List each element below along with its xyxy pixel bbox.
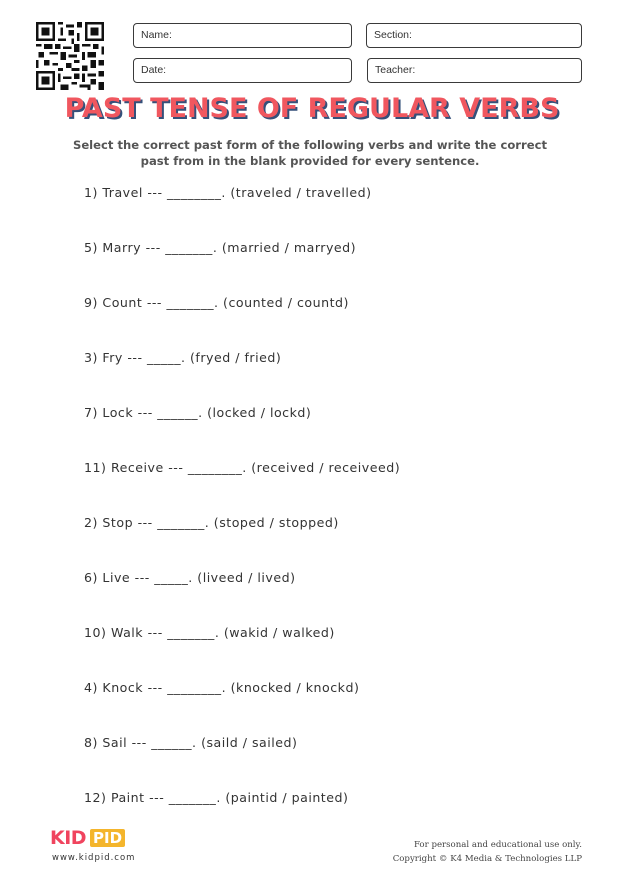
question-item: 7) Lock --- ______. (locked / lockd)	[84, 405, 312, 420]
question-item: 5) Marry --- _______. (married / marryed)	[84, 240, 357, 255]
logo-kid: KID	[50, 827, 87, 849]
question-item: 9) Count --- _______. (counted / countd)	[84, 295, 349, 310]
copyright	[393, 838, 582, 866]
kidpid-logo	[50, 826, 132, 850]
name-field[interactable]	[133, 23, 352, 48]
page-title: PAST TENSE OF REGULAR VERBS	[64, 93, 560, 124]
copyright-line-2: Copyright © K4 Media & Technologies LLP	[392, 854, 582, 864]
question-item: 10) Walk --- _______. (wakid / walked)	[84, 625, 335, 640]
question-item: 1) Travel --- ________. (traveled / travelled)	[84, 185, 372, 200]
teacher-field[interactable]	[367, 58, 582, 83]
website-url: www.kidpid.com	[52, 853, 136, 863]
date-field[interactable]	[133, 58, 352, 83]
section-label: Section:	[374, 29, 412, 41]
teacher-label: Teacher:	[375, 64, 416, 76]
section-field[interactable]	[366, 23, 582, 48]
question-item: 3) Fry --- _____. (fryed / fried)	[84, 350, 282, 365]
instructions	[60, 137, 560, 169]
name-label: Name:	[141, 29, 172, 41]
question-item: 11) Receive --- ________. (received / receiveed)	[84, 460, 401, 475]
question-item: 6) Live --- _____. (liveed / lived)	[84, 570, 296, 585]
question-item: 4) Knock --- ________. (knocked / knockd)	[84, 680, 360, 695]
logo-pid: PID	[90, 829, 125, 847]
instructions-line-1: Select the correct past form of the following verbs and write the correct	[72, 138, 548, 152]
question-item: 8) Sail --- ______. (saild / sailed)	[84, 735, 298, 750]
instructions-line-2: past from in the blank provided for every sentence.	[140, 154, 480, 168]
qr-code-icon	[36, 22, 104, 90]
question-item: 2) Stop --- _______. (stoped / stopped)	[84, 515, 339, 530]
date-label: Date:	[141, 64, 167, 76]
copyright-line-1: For personal and educational use only.	[413, 840, 582, 850]
question-item: 12) Paint --- _______. (paintid / painted)	[84, 790, 349, 805]
